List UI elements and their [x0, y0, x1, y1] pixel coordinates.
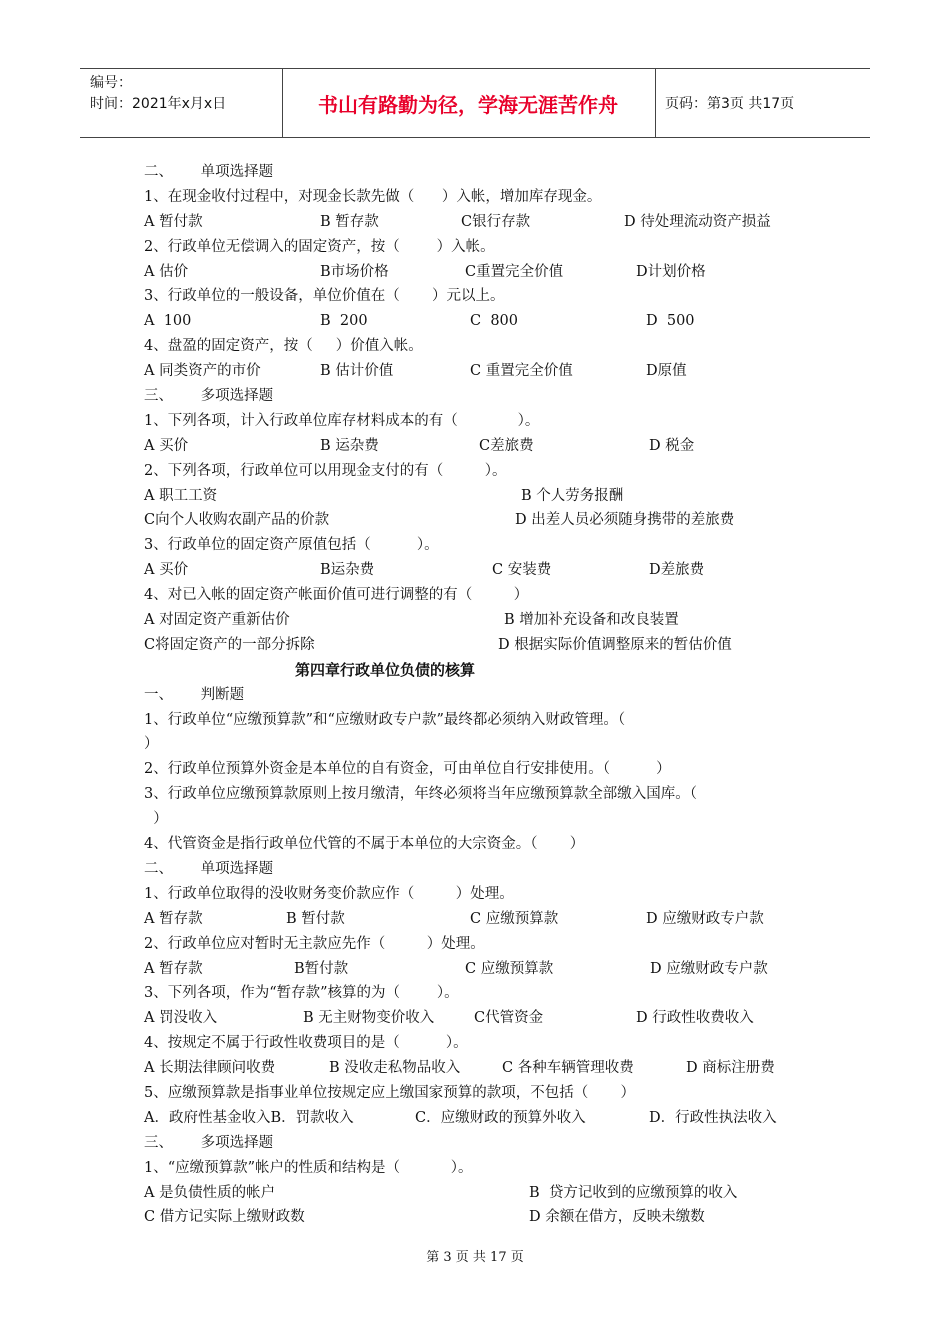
question-text: 4、按规定不属于行政性收费项目的是（ ）。: [144, 1035, 468, 1052]
options-row: [144, 608, 808, 633]
section-heading: 三、 多项选择题: [144, 1134, 274, 1151]
question-text: 3、行政单位的固定资产原值包括（ ）。: [144, 537, 439, 554]
option: D计划价格: [636, 263, 706, 280]
question-text: 2、下列各项，行政单位可以用现金支付的有（ ）。: [144, 462, 507, 479]
option: D 出差人员必须随身携带的差旅费: [515, 512, 735, 529]
option: C银行存款: [461, 213, 531, 230]
section-heading: 二、 单项选择题: [144, 860, 274, 877]
option: D差旅费: [649, 562, 705, 579]
option: A 职工工资: [144, 487, 218, 504]
question-text: 1、“应缴预算款”帐户的性质和结构是（ ）。: [144, 1159, 473, 1176]
option: B 个人劳务报酬: [521, 487, 624, 504]
option: B暂付款: [294, 960, 349, 977]
option: A 长期法律顾问收费: [144, 1060, 276, 1077]
option: D 行政性收费收入: [636, 1010, 754, 1027]
option: A 100: [144, 313, 192, 330]
question-text: 1、行政单位取得的没收财务变价款应作（ ）处理。: [144, 885, 514, 902]
question-text: 2、行政单位预算外资金是本单位的自有资金，可由单位自行安排使用。（ ）: [144, 761, 671, 778]
page-header-table: [80, 68, 870, 138]
options-row: [144, 434, 808, 459]
options-row: [144, 1056, 808, 1081]
option: C重置完全价值: [465, 263, 564, 280]
option: C 重置完全价值: [470, 363, 573, 380]
header-page-number: 页码：第3页 共17页: [665, 96, 795, 112]
option: C代管资金: [474, 1010, 544, 1027]
option: A 对固定资产重新估价: [144, 612, 290, 629]
option: D．行政性执法收入: [649, 1109, 777, 1126]
option: C向个人收购农副产品的价款: [144, 512, 330, 529]
option: A 是负债性质的帐户: [144, 1184, 276, 1201]
options-row: [144, 260, 808, 285]
option: B 估计价值: [320, 363, 394, 380]
option: B 贷方记收到的应缴预算的收入: [529, 1184, 738, 1201]
option: A．政府性基金收入B．罚款收入: [144, 1109, 354, 1126]
option: A 暂存款: [144, 960, 203, 977]
option: C 应缴预算款: [470, 910, 559, 927]
question-text: ）: [144, 811, 168, 828]
section-heading: 一、 判断题: [144, 686, 245, 703]
option: B运杂费: [320, 562, 375, 579]
question-text: 1、下列各项，计入行政单位库存材料成本的有（ ）。: [144, 412, 540, 429]
header-motto: 书山有路勤为径，学海无涯苦作舟: [318, 92, 618, 117]
option: C 安装费: [492, 562, 552, 579]
option: C．应缴财政的预算外收入: [415, 1109, 586, 1126]
option: B 暂存款: [320, 213, 379, 230]
question-text: ）: [144, 736, 159, 753]
question-text: 4、对已入帐的固定资产帐面价值可进行调整的有（ ）: [144, 587, 529, 604]
option: D 余额在借方，反映未缴数: [529, 1209, 705, 1226]
option: D 应缴财政专户款: [646, 910, 764, 927]
option: B 暂付款: [286, 910, 345, 927]
options-row: [144, 1205, 808, 1230]
page-footer: 第 3 页 共 17 页: [426, 1250, 524, 1265]
options-row: [144, 1181, 808, 1206]
document-number-label: 编号：: [90, 75, 132, 91]
options-row: [144, 508, 808, 533]
question-text: 1、在现金收付过程中，对现金长款先做（ ）入帐，增加库存现金。: [144, 188, 602, 205]
option: D 500: [646, 313, 695, 330]
header-meta: [90, 73, 282, 115]
option: D原值: [646, 363, 687, 380]
options-row: [144, 558, 808, 583]
options-row: [144, 633, 808, 658]
options-row: [144, 1106, 808, 1131]
option: A 暂付款: [144, 213, 203, 230]
option: A 同类资产的市价: [144, 363, 261, 380]
question-text: 4、盘盈的固定资产，按（ ）价值入帐。: [144, 338, 423, 355]
option: C 800: [470, 313, 518, 330]
option: A 暂存款: [144, 910, 203, 927]
option: D 待处理流动资产损益: [624, 213, 771, 230]
option: C 应缴预算款: [465, 960, 554, 977]
options-row: [144, 309, 808, 334]
question-text: 2、行政单位无偿调入的固定资产，按（ ）入帐。: [144, 238, 495, 255]
options-row: [144, 957, 808, 982]
option: C差旅费: [479, 437, 534, 454]
option: B 运杂费: [320, 437, 379, 454]
question-text: 2、行政单位应对暂时无主款应先作（ ）处理。: [144, 935, 485, 952]
header-divider: [655, 69, 656, 137]
option: C将固定资产的一部分拆除: [144, 636, 315, 653]
question-text: 3、下列各项，作为“暂存款”核算的为（ ）。: [144, 985, 459, 1002]
options-row: [144, 359, 808, 384]
option: A 买价: [144, 437, 189, 454]
section-heading: 三、 多项选择题: [144, 388, 274, 405]
option: D 税金: [649, 437, 695, 454]
chapter-title: 第四章行政单位负债的核算: [295, 660, 476, 679]
option: A 罚没收入: [144, 1010, 218, 1027]
option: B 增加补充设备和改良装置: [504, 612, 679, 629]
option: B 无主财物变价收入: [303, 1010, 435, 1027]
options-row: [144, 484, 808, 509]
option: C 借方记实际上缴财政数: [144, 1209, 305, 1226]
question-text: 1、行政单位“应缴预算款”和“应缴财政专户款”最终都必须纳入财政管理。（: [144, 711, 626, 728]
question-text: 4、代管资金是指行政单位代管的不属于本单位的大宗资金。（ ）: [144, 836, 585, 853]
options-row: [144, 907, 808, 932]
option: D 商标注册费: [686, 1060, 775, 1077]
section-heading: 二、 单项选择题: [144, 164, 274, 180]
question-text: 5、应缴预算款是指事业单位按规定应上缴国家预算的款项，不包括（ ）: [144, 1084, 635, 1101]
question-text: 3、行政单位应缴预算款原则上按月缴清，年终必须将当年应缴预算款全部缴入国库。（: [144, 786, 697, 803]
option: C 各种车辆管理收费: [502, 1060, 634, 1077]
question-text: 3、行政单位的一般设备，单位价值在（ ）元以上。: [144, 288, 505, 305]
option: D 应缴财政专户款: [650, 960, 768, 977]
option: D 根据实际价值调整原来的暂估价值: [498, 636, 732, 653]
option: A 买价: [144, 562, 189, 579]
options-row: [144, 1006, 808, 1031]
options-row: [144, 210, 808, 235]
option: B市场价格: [320, 263, 389, 280]
document-date-label: 时间：2021年x月x日: [90, 96, 227, 112]
option: B 200: [320, 313, 368, 330]
document-body: [144, 160, 808, 1230]
option: A 估价: [144, 263, 189, 280]
option: B 没收走私物品收入: [329, 1060, 461, 1077]
